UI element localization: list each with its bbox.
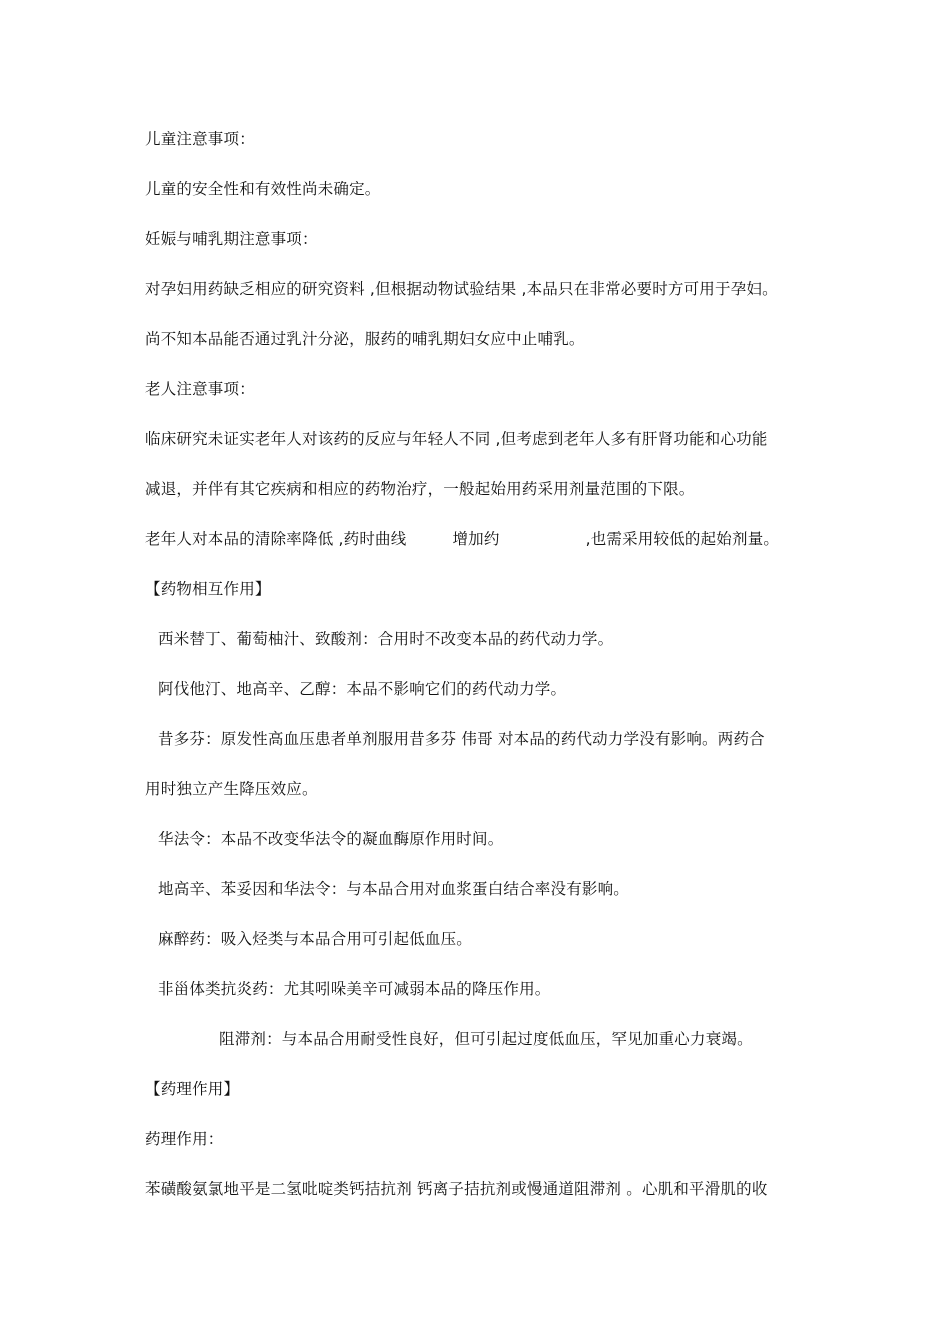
interaction-cimetidine: 西米替丁、葡萄柚汁、致酸剂：合用时不改变本品的药代动力学。 [158, 630, 614, 648]
interaction-sildenafil-cont: 用时独立产生降压效应。 [145, 780, 318, 798]
paragraph-elderly-clearance [145, 529, 779, 549]
interaction-protein-binding: 地高辛、苯妥因和华法令：与本品合用对血浆蛋白结合率没有影响。 [158, 880, 630, 898]
paragraph-children-safety: 儿童的安全性和有效性尚未确定。 [145, 180, 381, 198]
heading-children-precautions: 儿童注意事项： [145, 130, 255, 148]
paragraph-pharmacology: 苯磺酸氨氯地平是二氢吡啶类钙拮抗剂 钙离子拮抗剂或慢通道阻滞剂 。心肌和平滑肌的收 [145, 1180, 768, 1198]
elderly-clearance-part2: 增加约 [452, 530, 500, 548]
paragraph-elderly-1: 临床研究未证实老年人对该药的反应与年轻人不同 ,但考虑到老年人多有肝肾功能和心功能 [145, 430, 768, 448]
interaction-warfarin: 华法令：本品不改变华法令的凝血酶原作用时间。 [158, 830, 504, 848]
heading-pharmacology: 【药理作用】 [145, 1080, 240, 1098]
interaction-atorvastatin: 阿伐他汀、地高辛、乙醇：本品不影响它们的药代动力学。 [158, 680, 567, 698]
paragraph-elderly-2: 减退，并伴有其它疾病和相应的药物治疗，一般起始用药采用剂量范围的下限。 [145, 480, 695, 498]
heading-elderly-precautions: 老人注意事项： [145, 380, 255, 398]
paragraph-pregnancy: 对孕妇用药缺乏相应的研究资料 ,但根据动物试验结果 ,本品只在非常必要时方可用于孕妇。 [145, 280, 778, 298]
elderly-clearance-part1: 老年人对本品的清除率降低 ,药时曲线 [145, 530, 407, 548]
subheading-pharmacology: 药理作用： [145, 1130, 224, 1148]
paragraph-lactation: 尚不知本品能否通过乳汁分泌，服药的哺乳期妇女应中止哺乳。 [145, 330, 585, 348]
heading-drug-interactions: 【药物相互作用】 [145, 580, 271, 598]
interaction-anesthetics: 麻醉药：吸入烃类与本品合用可引起低血压。 [158, 930, 473, 948]
interaction-sildenafil: 昔多芬：原发性高血压患者单剂服用昔多芬 伟哥 对本品的药代动力学没有影响。两药合 [158, 730, 765, 748]
heading-pregnancy-precautions: 妊娠与哺乳期注意事项： [145, 230, 318, 248]
interaction-nsaids: 非甾体类抗炎药：尤其吲哚美辛可减弱本品的降压作用。 [158, 980, 551, 998]
interaction-blockers: 阻滞剂：与本品合用耐受性良好，但可引起过度低血压，罕见加重心力衰竭。 [219, 1030, 753, 1048]
elderly-clearance-part3: ,也需采用较低的起始剂量。 [585, 530, 780, 548]
